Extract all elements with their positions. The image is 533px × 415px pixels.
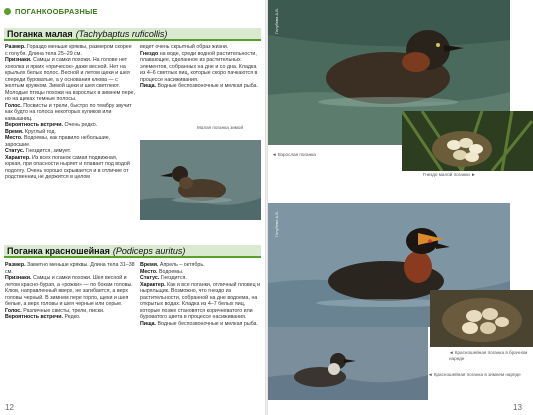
- field-label: Признаки.: [5, 275, 32, 281]
- field-text: Гораздо меньше кряквы, размером скорее с голубя. Длина тела 25–29 см.: [5, 44, 132, 57]
- photo-caption: [449, 350, 533, 361]
- species1-text-right: [140, 44, 262, 90]
- text-paragraph: [140, 321, 262, 328]
- field-text: Из всех поганок самая подвижная, юркая, при опасности ныряет и плавает под водой подолгу. Очень хорошо скрывается и в отличие от родственниц не держится в целом: [5, 154, 130, 180]
- horned-grebe-winter-photo: [268, 327, 428, 400]
- field-text: Различные свисты, трели, писки.: [23, 307, 105, 314]
- field-label: Вероятность встречи.: [5, 314, 64, 320]
- caption-text: Гнездо малой поганки: [423, 172, 470, 177]
- horned-grebe-nest-photo: [430, 290, 533, 347]
- field-label: Размер.: [5, 262, 26, 268]
- caption-text: Красношейная поганка в брачном наряде: [449, 350, 528, 361]
- text-paragraph: [5, 262, 135, 275]
- species1-text-left: [5, 44, 135, 181]
- page-number-left: 12: [5, 403, 14, 412]
- field-text: Водоемы.: [158, 268, 184, 275]
- field-text: Апрель – октябрь.: [159, 262, 205, 268]
- text-paragraph: [5, 275, 135, 308]
- photo-caption: [428, 372, 528, 378]
- text-paragraph: [5, 314, 135, 321]
- field-text: Самцы и самки похожи. На голове нет хохолка и ярких «причесок» даже весной. Нет на крыльях белых полос. Весной и летом щеки и шея спереди буроватые, а у основания клюва — с желтым кружком. Зимой щеки и шея светлеют. Молодые птицы похожи на взрослых в зимнем пере, но на щеках темные полосы.: [5, 57, 135, 102]
- field-label: Голос.: [5, 102, 22, 109]
- photo-credit: Голубева А.В.: [274, 8, 279, 34]
- text-paragraph: [5, 155, 135, 181]
- text-paragraph: [5, 57, 135, 103]
- caption-text: Взрослая поганка: [277, 152, 316, 157]
- photo-caption: [272, 152, 316, 157]
- field-label: Признаки.: [5, 57, 32, 63]
- field-text: Водные беспозвоночные и мелкая рыба.: [157, 83, 258, 89]
- field-label: Место.: [140, 268, 158, 275]
- little-grebe-winter-photo: [140, 140, 261, 220]
- species2-text-right: [140, 262, 262, 327]
- right-page: [268, 0, 533, 415]
- left-page: [0, 0, 265, 415]
- field-label: Пища.: [140, 83, 157, 89]
- text-paragraph: [5, 103, 135, 123]
- field-text: Самцы и самки похожи. Шея весной и летом красно-бурая, а «рожки» — по бокам головы. Клюв, направленный вверх, не загибается, а верх головы черный. В зимнем пере горло, щеки и шея белые, а верх головы и шея черные или серые.: [5, 275, 133, 307]
- caption-text: Красношейная поганка в зимнем наряде: [433, 372, 521, 377]
- field-text: Круглый год.: [24, 128, 56, 135]
- photo-credit: Голубева А.В.: [274, 211, 279, 237]
- species-latin-name: (Tachybaptus ruficollis): [75, 28, 168, 39]
- field-text: Посвисты и трели, быстро по тембру звучит как будто на голоса некоторых куликов или камышниц.: [5, 102, 132, 122]
- field-label: Размер.: [5, 44, 26, 50]
- species-title-bar-1: [4, 28, 261, 41]
- field-label: Место.: [5, 135, 23, 141]
- section-title: ПОГАНКООБРАЗНЫЕ: [15, 6, 98, 16]
- field-label: Время.: [5, 128, 24, 135]
- text-paragraph: [140, 51, 262, 84]
- field-label: Статус.: [5, 148, 25, 154]
- field-label: Статус.: [140, 275, 160, 281]
- field-text: Очень редко.: [64, 122, 98, 128]
- field-text: ведет очень скрытный образ жизни.: [140, 44, 229, 50]
- photo-caption: Малая поганка зимой: [197, 125, 244, 130]
- section-header: [4, 5, 261, 17]
- field-text: Гнездится.: [160, 275, 187, 281]
- text-paragraph: [5, 44, 135, 57]
- field-label: Гнездо: [140, 50, 159, 57]
- page-number-right: 13: [513, 403, 522, 412]
- field-text: Гнездится, зимует.: [25, 148, 72, 154]
- species2-text-left: [5, 262, 135, 321]
- field-label: Время.: [140, 262, 159, 268]
- text-paragraph: [140, 83, 262, 90]
- species-latin-name: (Podiceps auritus): [112, 245, 186, 256]
- species-name: Поганка малая: [7, 28, 73, 39]
- field-text: Водоемы, как правило небольшие, заросшие.: [5, 135, 111, 148]
- field-label: Характер.: [140, 281, 166, 288]
- triangle-icon: ◄: [449, 350, 455, 355]
- species-name: Поганка красношейная: [7, 245, 110, 256]
- field-text: Водные беспозвоночные и мелкая рыба.: [157, 320, 258, 327]
- field-text: Заметно меньше кряквы. Длина тела 31–38 см.: [5, 262, 135, 275]
- triangle-icon: ◄: [272, 152, 278, 157]
- field-label: Вероятность встречи.: [5, 122, 64, 128]
- section-bullet-icon: [4, 8, 11, 15]
- text-paragraph: [5, 135, 135, 148]
- field-text: на воде, среди водной растительности, плавающее, сделанное из растительных элементов, собранных на дне и со дна. Кладка из 4–6 светлых яиц, которые скоро пачкаются в процессе насиживания.: [140, 50, 258, 83]
- little-grebe-nest-photo: [402, 111, 533, 171]
- field-text: Как и все поганки, отличный пловец и ныряльщик. Возможно, что гнездо из растительности, собранной на дне водоема, на открытых водах. Кладка из 4–7 белых яиц, которые позже становятся коричневатого или буроватого цвета в процессе насиживания.: [140, 281, 261, 320]
- field-label: Пища.: [140, 320, 157, 327]
- photo-caption: [423, 172, 476, 177]
- text-paragraph: [140, 282, 262, 321]
- field-label: Характер.: [5, 154, 31, 161]
- triangle-icon: ►: [469, 172, 476, 177]
- field-text: Редко.: [64, 314, 81, 320]
- triangle-icon: ◄: [428, 372, 434, 377]
- field-label: Голос.: [5, 307, 22, 314]
- species-title-bar-2: [4, 245, 261, 258]
